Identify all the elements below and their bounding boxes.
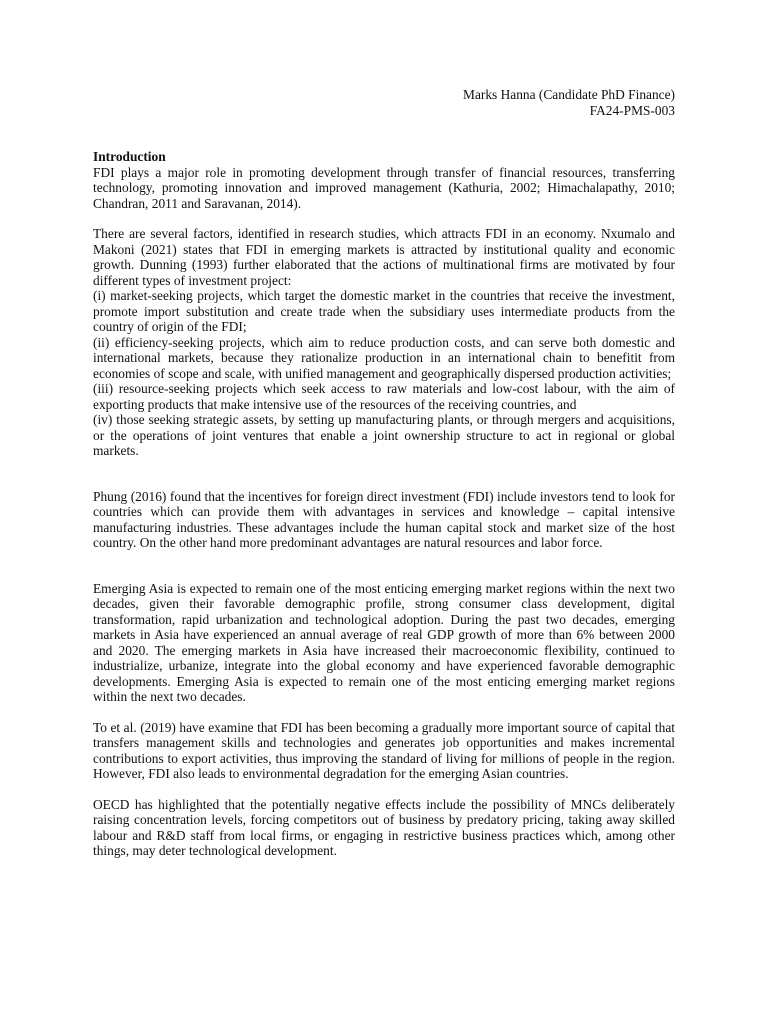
list-item-resource-seeking: (iii) resource-seeking projects which seek access to raw materials and low-cost labour, with the aim of exporting products that make intensive use of the resources of the receiving countries, and [93, 381, 675, 412]
document-body [93, 149, 675, 859]
paragraph-to-et-al: To et al. (2019) have examine that FDI has been becoming a gradually more important source of capital that transfers management skills and technologies and generates job opportunities and makes incremental contributions to export activities, thus improving the standard of living for millions of people in the region. However, FDI also leads to environmental degradation for the emerging Asian countries. [93, 719, 675, 781]
list-item-strategic-assets: (iv) those seeking strategic assets, by setting up manufacturing plants, or through mergers and acquisitions, or the operations of joint ventures that enable a joint ownership structure to act in regional or global markets. [93, 412, 675, 458]
list-item-efficiency-seeking: (ii) efficiency-seeking projects, which aim to reduce production costs, and can serve both domestic and international markets, because they rationalize production in an international chain to benefitit from economies of scope and scale, with unified management and geographically dispersed production activities; [93, 334, 675, 381]
paragraph-fdi-factors: There are several factors, identified in research studies, which attracts FDI in an economy. Nxumalo and Makoni (2021) states that FDI in emerging markets is attracted by institutional quality and economic growth. Dunning (1993) further elaborated that the actions of multinational firms are motivated by four different types of investment project: [93, 226, 675, 288]
student-code: FA24-PMS-003 [589, 103, 675, 118]
author-header [463, 87, 675, 119]
paragraph-phung: Phung (2016) found that the incentives for foreign direct investment (FDI) include investors tend to look for countries which can provide them with advantages in services and knowledge – capital intensive manufacturing industries. These advantages include the human capital stock and market size of the host country. On the other hand more predominant advantages are natural resources and labor force. [93, 488, 675, 550]
paragraph-oecd: OECD has highlighted that the potentially negative effects include the possibility of MNCs deliberately raising concentration levels, forcing competitors out of business by predatory pricing, taking away skilled labour and R&D staff from local firms, or engaging in restrictive business practices which, among other things, may deter technological development. [93, 796, 675, 858]
author-name: Marks Hanna (Candidate PhD Finance) [463, 87, 675, 102]
paragraph-emerging-asia: Emerging Asia is expected to remain one of the most enticing emerging market regions within the next two decades, given their favorable demographic profile, strong consumer class development, digital transformation, rapid urbanization and technological adoption. During the past two decades, emerging markets in Asia have experienced an annual average of real GDP growth of more than 6% between 2000 and 2020. The emerging markets in Asia have increased their macroeconomic flexibility, continued to industrialize, urbanize, integrate into the global economy and have experienced favorable demographic developments. Emerging Asia is expected to remain one of the most enticing emerging market regions within the next two decades. [93, 580, 675, 704]
paragraph-fdi-role: FDI plays a major role in promoting development through transfer of financial resources, transferring technology, promoting innovation and improved management (Kathuria, 2002; Himachalapathy, 2010; Chandran, 2011 and Saravanan, 2014). [93, 164, 675, 211]
list-item-market-seeking: (i) market-seeking projects, which target the domestic market in the countries that receive the investment, promote import substitution and create trade when the subsidiary uses intermediate products from the country of origin of the FDI; [93, 288, 675, 334]
section-heading: Introduction [93, 149, 166, 164]
